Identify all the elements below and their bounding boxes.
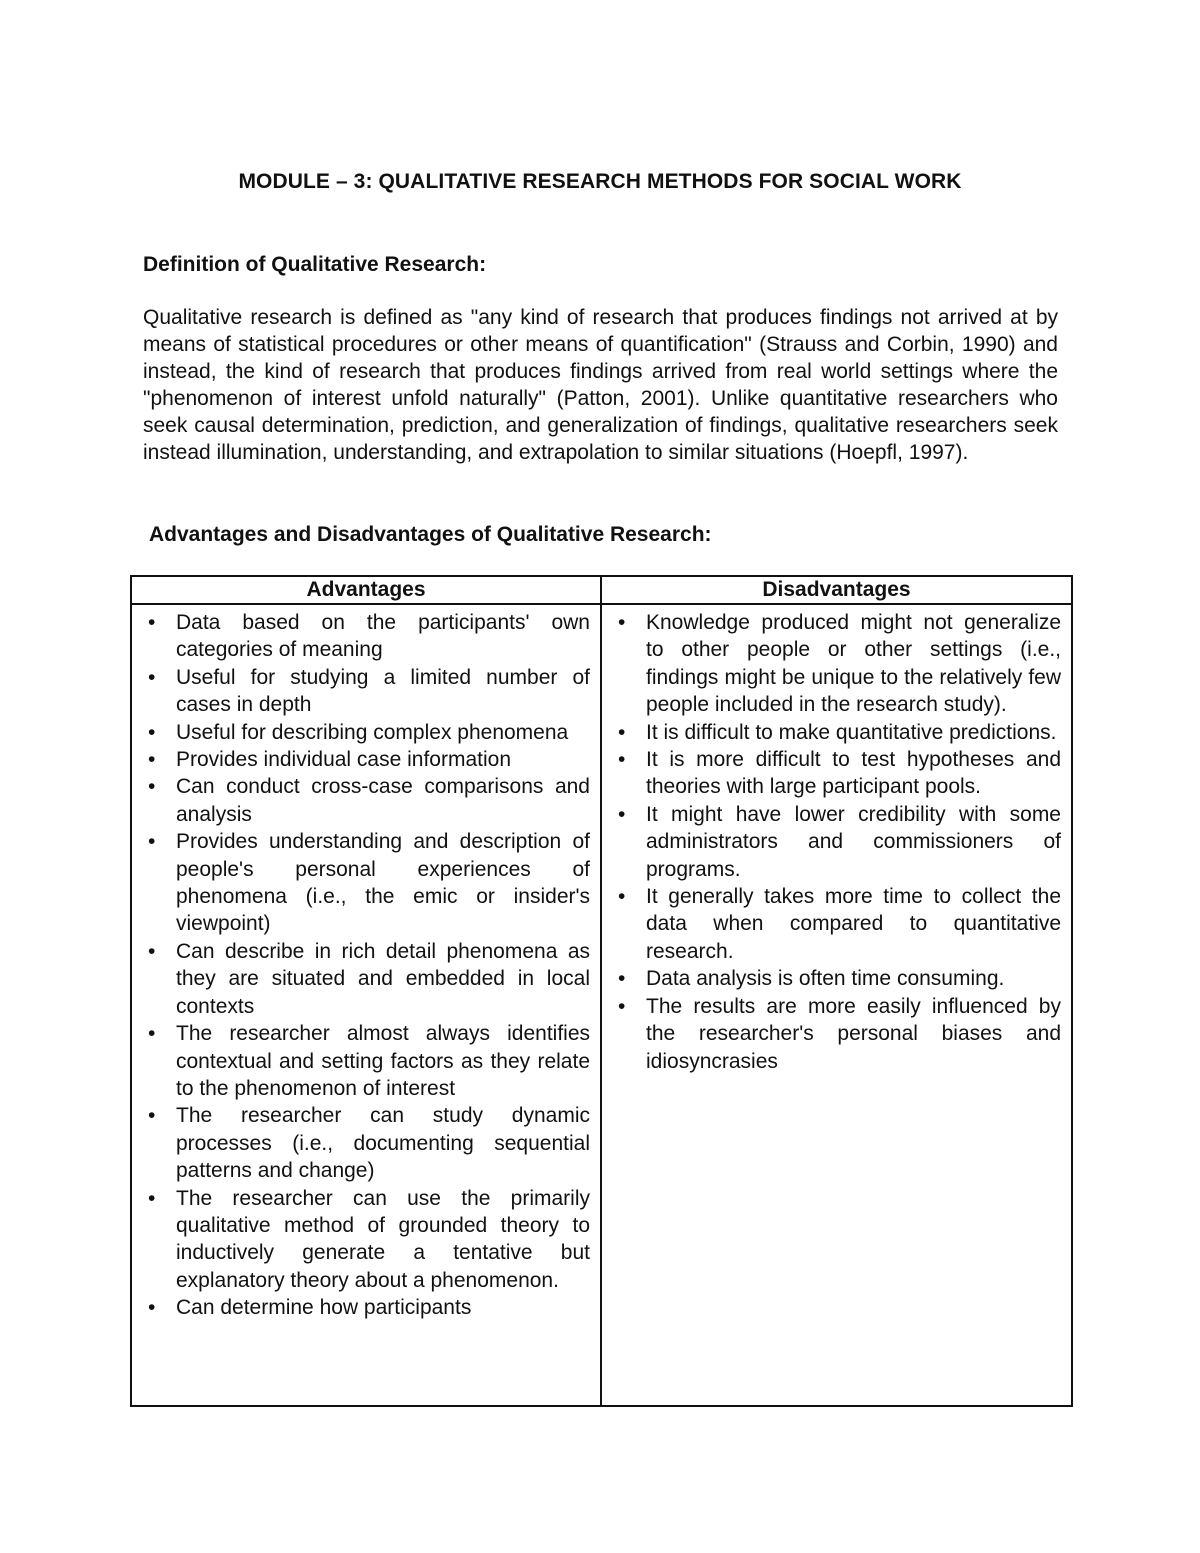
disadvantages-header: Disadvantages [601, 576, 1072, 604]
list-item: • It might have lower credibility with some administrators and commissioners of programs. [602, 801, 1061, 883]
table-header-row [131, 576, 1072, 604]
advantages-cell [131, 604, 601, 1406]
list-item: • It is more difficult to test hypotheses and theories with large participant pools. [602, 746, 1061, 801]
list-item: • The researcher can use the primarily qualitative method of grounded theory to inductively generate a tentative but explanatory theory about a phenomenon. [132, 1185, 590, 1295]
list-item: • Can conduct cross-case comparisons and analysis [132, 773, 590, 828]
disadvantages-cell [601, 604, 1072, 1406]
advantages-header: Advantages [131, 576, 601, 604]
list-item: • Can describe in rich detail phenomena as they are situated and embedded in local contexts [132, 938, 590, 1020]
list-item: • The researcher can study dynamic processes (i.e., documenting sequential patterns and change) [132, 1102, 590, 1184]
list-item: • Knowledge produced might not generalize to other people or other settings (i.e., findings might be unique to the relatively few people included in the research study). [602, 609, 1061, 719]
disadvantages-list [602, 609, 1061, 1075]
list-item: • Provides understanding and description of people's personal experiences of phenomena (i.e., the emic or insider's viewpoint) [132, 828, 590, 938]
list-item: • The results are more easily influenced by the researcher's personal biases and idiosyncrasies [602, 993, 1061, 1075]
advantages-list [132, 609, 590, 1322]
advantages-disadvantages-table [130, 575, 1073, 1407]
list-item: • Data based on the participants' own categories of meaning [132, 609, 590, 664]
definition-paragraph: Qualitative research is defined as "any kind of research that produces findings not arrived at by means of statistical procedures or other means of quantification" (Strauss and Corbin, 1990) and instead, the kind of research that produces findings arrived from real world settings where the "phenomenon of interest unfold naturally" (Patton, 2001). Unlike quantitative researchers who seek causal determination, prediction, and generalization of findings, qualitative researchers seek instead illumination, understanding, and extrapolation to similar situations (Hoepfl, 1997). [143, 306, 1058, 464]
list-item: • It generally takes more time to collect the data when compared to quantitative research. [602, 883, 1061, 965]
definition-heading: Definition of Qualitative Research: [143, 253, 487, 276]
list-item: • Data analysis is often time consuming. [602, 965, 1061, 992]
list-item: • Useful for describing complex phenomena [132, 719, 590, 746]
list-item: • Can determine how participants [132, 1294, 590, 1321]
comparison-heading: Advantages and Disadvantages of Qualitative Research: [149, 523, 712, 546]
list-item: • Provides individual case information [132, 746, 590, 773]
list-item: • Useful for studying a limited number of cases in depth [132, 664, 590, 719]
list-item: • The researcher almost always identifies contextual and setting factors as they relate to the phenomenon of interest [132, 1020, 590, 1102]
table-row [131, 604, 1072, 1406]
module-title: MODULE – 3: QUALITATIVE RESEARCH METHODS FOR SOCIAL WORK [238, 170, 962, 193]
list-item: • It is difficult to make quantitative predictions. [602, 719, 1061, 746]
